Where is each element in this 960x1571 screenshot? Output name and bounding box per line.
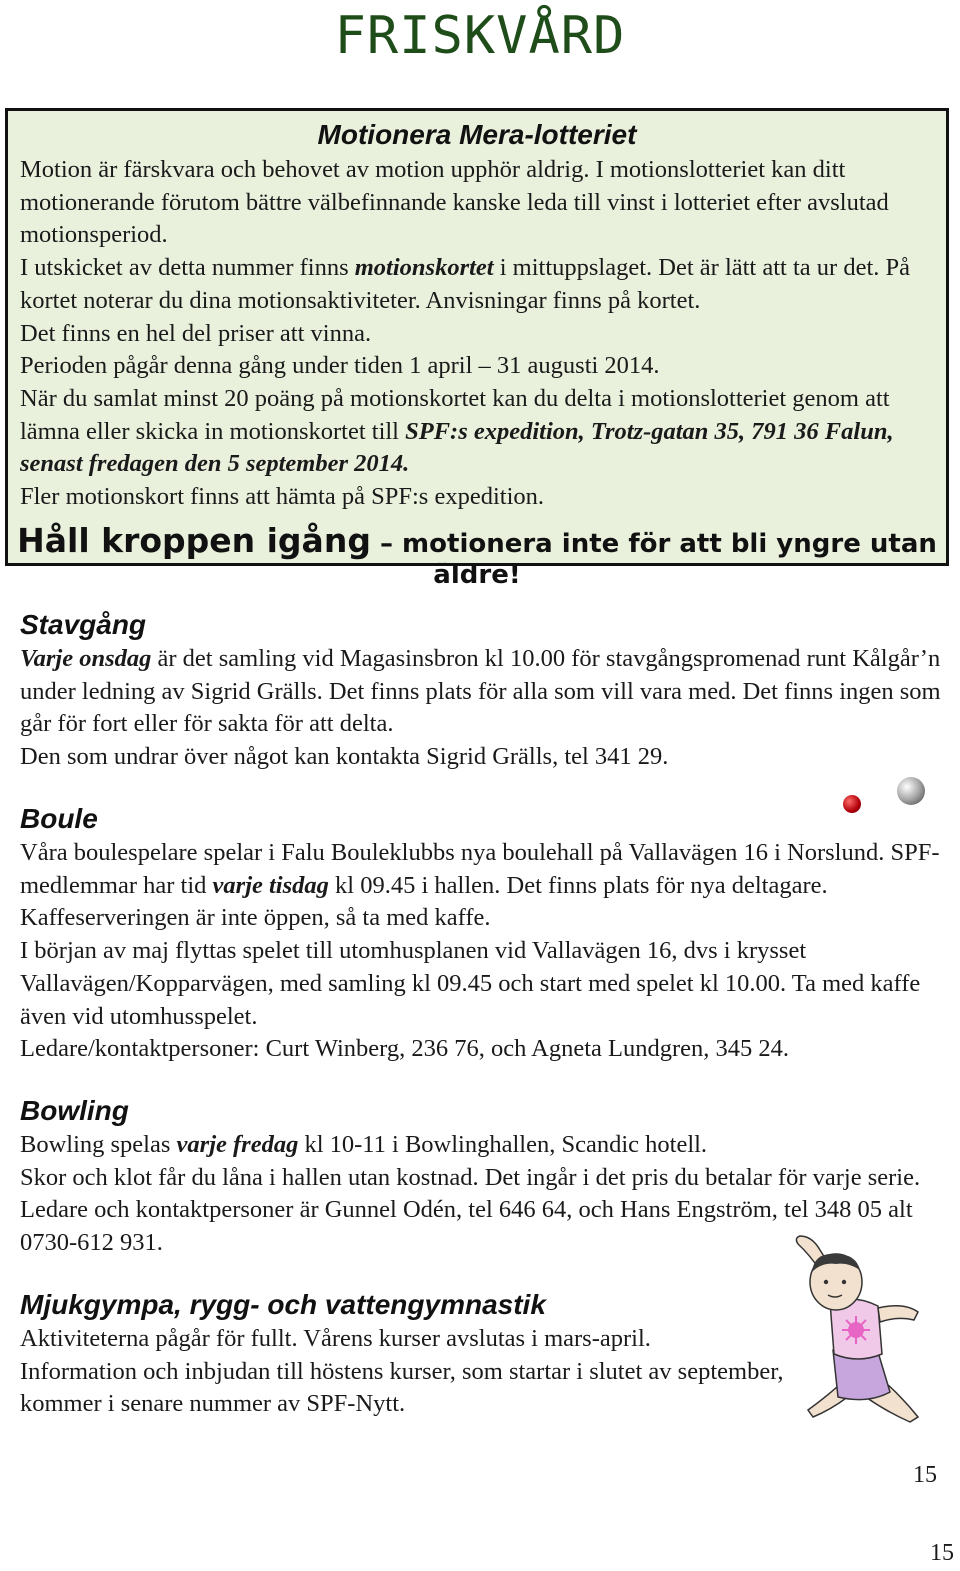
lottery-paragraph: Det finns en hel del priser att vinna.: [20, 319, 372, 347]
lottery-paragraph: Motion är färskvara och behovet av motion upphör aldrig. I motionslotteriet kan ditt motionerande förutom bättre välbefinnande kanske leda till vinst i lotteriet efter avslutad motionsperiod.: [20, 156, 889, 249]
section-paragraph: Varje onsdag är det samling vid Magasinsbron kl 10.00 för stavgångspromenad runt Kålgår’n under ledning av Sigrid Grälls. Det finns plats för alla som vill vara med. Det finns ingen som går för fort eller för sakta för att delta.: [20, 645, 941, 738]
section-mjukgympa: [20, 1289, 790, 1421]
section-paragraph: Våra boulespelare spelar i Falu Bouleklubbs nya boulehall på Vallavägen 16 i Norslund. SPF-medlemmar har tid varje tisdag kl 09.45 i hallen. Det finns plats för nya deltagare. Kaffeserveringen är inte öppen, så ta med kaffe.: [20, 839, 940, 932]
section-paragraph: I början av maj flyttas spelet till utomhusplanen vid Vallavägen 16, dvs i krysset Vallavägen/Kopparvägen, med samling kl 09.45 och start med spelet kl 10.00. Ta med kaffe även vid utomhusspelet.: [20, 937, 921, 1030]
lottery-title: Motionera Mera-lotteriet: [317, 119, 637, 150]
section-title: Bowling: [20, 1095, 129, 1126]
lottery-paragraph: När du samlat minst 20 poäng på motionskortet kan du delta i motionslotteriet genom att lämna eller skicka in motionskortet till SPF:s expedition, Trotz-gatan 35, 791 36 Falun, senast fredagen den 5 september 2014.: [20, 384, 894, 478]
section-title: Mjukgympa, rygg- och vattengymnastik: [20, 1289, 546, 1320]
slogan: Håll kroppen igång – motionera inte för att bli yngre utan äldre!: [17, 521, 937, 590]
page-number-footer: 15: [930, 1540, 954, 1566]
lottery-box: [5, 108, 949, 590]
section-paragraph: Ledare/kontaktpersoner: Curt Winberg, 236 76, och Agneta Lundgren, 345 24.: [20, 1035, 789, 1063]
grey-ball-icon: [897, 777, 925, 805]
section-paragraph: Aktiviteterna pågår för fullt. Vårens kurser avslutas i mars-april.: [20, 1325, 651, 1352]
page-title: FRISKVÅRD: [334, 6, 626, 66]
section-title: Stavgång: [20, 609, 147, 640]
lottery-paragraph: I utskicket av detta nummer finns motionskortet i mittuppslaget. Det är lätt att ta ur det. På kortet noterar du dina motionsaktiviteter. Anvisningar finns på kortet.: [20, 254, 911, 314]
page-number: 15: [913, 1462, 937, 1488]
section-paragraph: Information och inbjudan till höstens kurser, som startar i slutet av september, kommer i senare nummer av SPF-Nytt.: [20, 1357, 784, 1418]
section-stavgang: [20, 609, 950, 774]
section-paragraph: Den som undrar över något kan kontakta Sigrid Grälls, tel 341 29.: [20, 743, 669, 771]
lottery-body: [20, 154, 945, 514]
exercising-person-illustration: [778, 1232, 948, 1432]
section-paragraph: Skor och klot får du låna i hallen utan kostnad. Det ingår i det pris du betalar för varje serie. Ledare och kontaktpersoner är Gunnel Odén, tel 646 64, och Hans Engström, tel 348 05 alt 0730-612 931.: [20, 1163, 921, 1257]
lottery-paragraph: Fler motionskort finns att hämta på SPF:s expedition.: [20, 483, 544, 511]
lottery-paragraph: Perioden pågår denna gång under tiden 1 april – 31 augusti 2014.: [20, 352, 660, 380]
section-boule: [20, 803, 950, 1066]
section-paragraph: Bowling spelas varje fredag kl 10-11 i Bowlinghallen, Scandic hotell.: [20, 1131, 708, 1158]
address-emphasis: SPF:s expedition, Trotz-gatan 35, 791 36 Falun, senast fredagen den 5 september 2014.: [20, 417, 894, 478]
section-title: Boule: [20, 803, 98, 834]
motionskortet-emphasis: motionskortet: [354, 254, 494, 282]
